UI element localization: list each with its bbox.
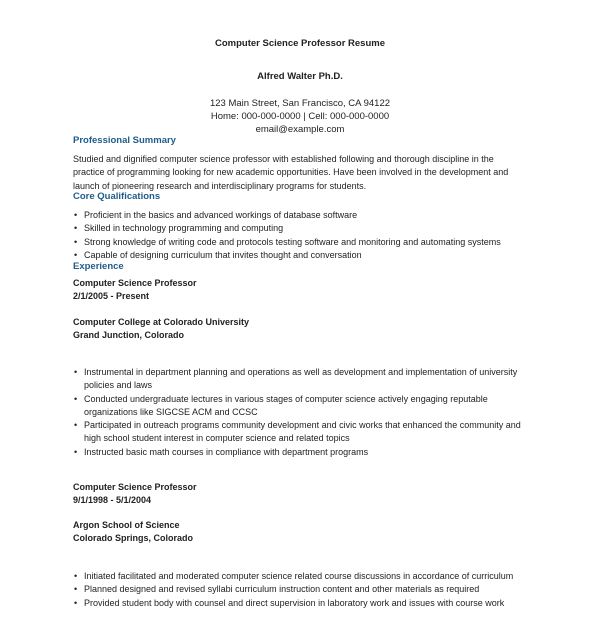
job-employer: Argon School of Science bbox=[73, 520, 180, 530]
summary-heading: Professional Summary bbox=[73, 135, 176, 146]
list-item: • Conducted undergraduate lectures in various stages of computer science actively engaging reputable organizations like SIGCSE ACM and CCSC bbox=[73, 393, 524, 420]
job-location: Colorado Springs, Colorado bbox=[73, 533, 194, 543]
job-duties-list bbox=[73, 570, 524, 610]
email: email@example.com bbox=[255, 124, 345, 135]
job-title: Computer Science Professor bbox=[73, 482, 197, 492]
job-location: Grand Junction, Colorado bbox=[73, 330, 185, 340]
experience-heading: Experience bbox=[73, 261, 124, 272]
list-item: • Participated in outreach programs community development and civic works that enhanced the community and high school student interest in computer science and related topics bbox=[73, 419, 524, 446]
list-item: • Provided student body with counsel and direct supervision in laboratory work and issues with course work bbox=[73, 597, 524, 610]
job-duties-list bbox=[73, 366, 524, 459]
phone-numbers: Home: 000-000-0000 | Cell: 000-000-0000 bbox=[210, 111, 390, 122]
job-title: Computer Science Professor bbox=[73, 278, 197, 288]
list-item: • Instructed basic math courses in compliance with department programs bbox=[73, 446, 524, 459]
list-item: • Skilled in technology programming and computing bbox=[73, 222, 524, 235]
candidate-name: Alfred Walter Ph.D. bbox=[257, 71, 343, 82]
summary-text: Studied and dignified computer science professor with established following and thorough discipline in the practice of programming looking for new academic opportunities. Have been involved in the development and launch of pioneering research and interdisciplinary programs for students. bbox=[73, 154, 509, 191]
list-item: • Strong knowledge of writing code and protocols testing software and monitoring and automating systems bbox=[73, 236, 524, 249]
job-employer: Computer College at Colorado University bbox=[73, 317, 250, 327]
document-title: Computer Science Professor Resume bbox=[214, 38, 385, 49]
address: 123 Main Street, San Francisco, CA 94122 bbox=[209, 98, 391, 109]
list-item: • Instrumental in department planning and operations as well as development and implementation of university policies and laws bbox=[73, 366, 524, 393]
list-item: • Planned designed and revised syllabi curriculum instruction content and other materials as required bbox=[73, 583, 524, 596]
job-dates: 2/1/2005 - Present bbox=[73, 291, 150, 301]
qualifications-list bbox=[73, 209, 524, 262]
job-dates: 9/1/1998 - 5/1/2004 bbox=[73, 495, 152, 505]
list-item: • Capable of designing curriculum that invites thought and conversation bbox=[73, 249, 524, 262]
list-item: • Initiated facilitated and moderated computer science related course discussions in accordance of curriculum bbox=[73, 570, 524, 583]
list-item: • Proficient in the basics and advanced workings of database software bbox=[73, 209, 524, 222]
qualifications-heading: Core Qualifications bbox=[73, 191, 161, 202]
